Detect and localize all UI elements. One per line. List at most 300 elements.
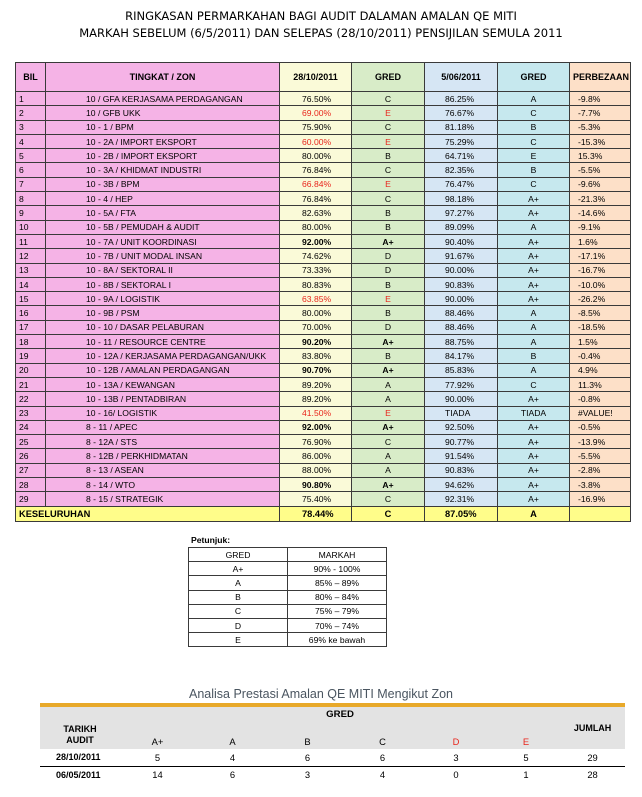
cell-markah-2: 86.25% (425, 92, 498, 106)
cell-bil: 19 (16, 349, 46, 363)
cell-zon: 8 - 14 / WTO (46, 478, 280, 492)
report-subtitle: MARKAH SEBELUM (6/5/2011) DAN SELEPAS (28/10/2011) PENSIJILAN SEMULA 2011 (79, 26, 563, 40)
cell-gred-2: A+ (498, 249, 570, 263)
cell-zon: 10 - 12B / AMALAN PERDAGANGAN (46, 363, 280, 377)
cell-perbezaan: -9.1% (570, 220, 631, 234)
cell-bil: 15 (16, 292, 46, 306)
cell-perbezaan: -16.7% (570, 263, 631, 277)
cell-bil: 14 (16, 277, 46, 291)
analysis-row (40, 766, 625, 783)
cell-markah-1: 82.63% (280, 206, 352, 220)
cell-gred-1: E (352, 106, 425, 120)
tarikh-label-line2: AUDIT (66, 735, 94, 745)
table-row (16, 392, 631, 406)
analysis-count: 3 (453, 751, 459, 763)
cell-bil: 2 (16, 106, 46, 120)
cell-markah-2: 98.18% (425, 192, 498, 206)
cell-perbezaan: -21.3% (570, 192, 631, 206)
cell-bil: 28 (16, 478, 46, 492)
cell-markah-2: 85.83% (425, 363, 498, 377)
cell-markah-2: 81.18% (425, 120, 498, 134)
cell-zon: 10 - 4 / HEP (46, 192, 280, 206)
cell-bil: 16 (16, 306, 46, 320)
analysis-count: 3 (304, 769, 311, 781)
cell-gred-2: TIADA (498, 406, 570, 420)
cell-perbezaan: -3.8% (570, 478, 631, 492)
cell-perbezaan: -9.8% (570, 92, 631, 106)
table-row (16, 363, 631, 377)
cell-markah-2: 77.92% (425, 377, 498, 391)
col-header-bil: BIL (16, 63, 46, 92)
cell-zon: 8 - 12B / PERKHIDMATAN (46, 449, 280, 463)
analysis-count: 6 (379, 751, 386, 763)
cell-markah-2: 84.17% (425, 349, 498, 363)
cell-gred-1: E (352, 134, 425, 148)
cell-markah-1: 90.80% (280, 478, 352, 492)
cell-zon: 10 - 12A / KERJASAMA PERDAGANGAN/UKK (46, 349, 280, 363)
analysis-count: 4 (379, 769, 386, 781)
cell-perbezaan: 15.3% (570, 149, 631, 163)
cell-gred-1: E (352, 177, 425, 191)
cell-gred-2: A+ (498, 292, 570, 306)
cell-gred-1: B (352, 349, 425, 363)
cell-perbezaan: -5.3% (570, 120, 631, 134)
cell-perbezaan: -10.0% (570, 277, 631, 291)
cell-zon: 10 - 3B / BPM (46, 177, 280, 191)
cell-gred-2: A (498, 92, 570, 106)
cell-gred-2: A+ (498, 263, 570, 277)
table-row (16, 377, 631, 391)
cell-markah-1: 76.90% (280, 435, 352, 449)
analysis-header-grade: A (229, 736, 236, 747)
analysis-header-jumlah: JUMLAH (573, 723, 612, 733)
cell-gred-2: A (498, 220, 570, 234)
legend-gred: A (189, 576, 288, 590)
table-row (16, 292, 631, 306)
cell-gred-1: A+ (352, 420, 425, 434)
cell-gred-1: B (352, 306, 425, 320)
cell-markah-1: 80.00% (280, 149, 352, 163)
cell-zon: 10 - 5B / PEMUDAH & AUDIT (46, 220, 280, 234)
cell-markah-1: 73.33% (280, 263, 352, 277)
analysis-header-grade: E (522, 736, 530, 747)
table-row (16, 306, 631, 320)
legend-gred: B (189, 590, 288, 604)
cell-markah-2: 82.35% (425, 163, 498, 177)
cell-bil: 11 (16, 234, 46, 248)
cell-zon: 10 - 5A / FTA (46, 206, 280, 220)
cell-gred-2: A+ (498, 435, 570, 449)
cell-markah-1: 90.70% (280, 363, 352, 377)
cell-perbezaan: 11.3% (570, 377, 631, 391)
legend-gred: C (189, 604, 288, 618)
cell-gred-1: D (352, 320, 425, 334)
cell-gred-2: A (498, 335, 570, 349)
cell-zon: 10 / GFA KERJASAMA PERDAGANGAN (46, 92, 280, 106)
cell-markah-1: 86.00% (280, 449, 352, 463)
table-row (16, 234, 631, 248)
cell-zon: 8 - 11 / APEC (46, 420, 280, 434)
cell-bil: 7 (16, 177, 46, 191)
cell-bil: 9 (16, 206, 46, 220)
cell-perbezaan: -0.5% (570, 420, 631, 434)
cell-gred-2: B (498, 120, 570, 134)
cell-bil: 3 (16, 120, 46, 134)
cell-bil: 22 (16, 392, 46, 406)
cell-markah-2: 90.00% (425, 392, 498, 406)
table-row (16, 406, 631, 420)
cell-perbezaan: -16.9% (570, 492, 631, 506)
legend-table (188, 547, 387, 647)
analysis-header-grade: A+ (151, 736, 164, 747)
analysis-header-grade: B (304, 736, 311, 747)
col-header-zon: TINGKAT / ZON (46, 63, 280, 92)
analysis-header-tarikh (40, 721, 120, 749)
cell-gred-2: A+ (498, 392, 570, 406)
cell-zon: 10 - 10 / DASAR PELABURAN (46, 320, 280, 334)
cell-zon: 10 - 16/ LOGISTIK (46, 406, 280, 420)
cell-markah-1: 80.00% (280, 306, 352, 320)
analysis-count: 0 (453, 769, 459, 781)
cell-zon: 10 - 8A / SEKTORAL II (46, 263, 280, 277)
cell-zon: 10 - 13A / KEWANGAN (46, 377, 280, 391)
cell-gred-2: A+ (498, 420, 570, 434)
cell-gred-2: A (498, 320, 570, 334)
analysis-gred-row (40, 707, 625, 721)
analysis-count: 4 (229, 751, 236, 763)
cell-gred-1: B (352, 220, 425, 234)
cell-gred-2: C (498, 377, 570, 391)
cell-bil: 12 (16, 249, 46, 263)
legend-markah: 69% ke bawah (288, 633, 387, 647)
cell-bil: 20 (16, 363, 46, 377)
analysis-header-grade: C (379, 736, 386, 747)
cell-gred-2: E (498, 149, 570, 163)
cell-gred-1: E (352, 406, 425, 420)
analysis-row-date: 28/10/2011 (56, 752, 101, 763)
cell-zon: 8 - 12A / STS (46, 435, 280, 449)
cell-zon: 8 - 15 / STRATEGIK (46, 492, 280, 506)
cell-markah-1: 92.00% (280, 234, 352, 248)
cell-bil: 5 (16, 149, 46, 163)
cell-zon: 10 - 9B / PSM (46, 306, 280, 320)
total-gred-1: C (352, 506, 425, 521)
cell-markah-1: 75.40% (280, 492, 352, 506)
cell-zon: 10 - 13B / PENTADBIRAN (46, 392, 280, 406)
legend-header-markah: MARKAH (288, 548, 387, 562)
cell-markah-1: 83.80% (280, 349, 352, 363)
cell-bil: 27 (16, 463, 46, 477)
analysis-header-row (40, 721, 625, 749)
cell-gred-2: A+ (498, 234, 570, 248)
cell-zon: 10 / GFB UKK (46, 106, 280, 120)
legend-gred: E (189, 633, 288, 647)
cell-markah-2: 89.09% (425, 220, 498, 234)
cell-gred-2: A+ (498, 192, 570, 206)
cell-gred-1: C (352, 192, 425, 206)
legend-markah: 85% – 89% (288, 576, 387, 590)
table-row (16, 435, 631, 449)
cell-markah-2: 92.50% (425, 420, 498, 434)
cell-gred-2: C (498, 106, 570, 120)
cell-markah-1: 76.50% (280, 92, 352, 106)
cell-zon: 10 - 9A / LOGISTIK (46, 292, 280, 306)
cell-bil: 6 (16, 163, 46, 177)
cell-bil: 18 (16, 335, 46, 349)
score-table (15, 62, 631, 522)
table-row (16, 320, 631, 334)
cell-gred-2: A+ (498, 492, 570, 506)
analysis-gred-label: GRED (326, 708, 354, 720)
report-title: RINGKASAN PERMARKAHAN BAGI AUDIT DALAMAN AMALAN QE MITI (125, 9, 517, 23)
cell-gred-1: C (352, 435, 425, 449)
col-header-gred2: GRED (498, 63, 570, 92)
cell-perbezaan: -17.1% (570, 249, 631, 263)
table-row (16, 206, 631, 220)
table-row (16, 163, 631, 177)
cell-perbezaan: 4.9% (570, 363, 631, 377)
cell-markah-1: 92.00% (280, 420, 352, 434)
cell-markah-2: 90.40% (425, 234, 498, 248)
cell-gred-2: A+ (498, 478, 570, 492)
cell-bil: 24 (16, 420, 46, 434)
cell-markah-1: 66.84% (280, 177, 352, 191)
total-markah-2: 87.05% (425, 506, 498, 521)
cell-gred-2: A (498, 363, 570, 377)
cell-gred-2: A+ (498, 463, 570, 477)
cell-bil: 26 (16, 449, 46, 463)
table-row (16, 120, 631, 134)
cell-bil: 8 (16, 192, 46, 206)
cell-perbezaan: -7.7% (570, 106, 631, 120)
cell-markah-2: 88.75% (425, 335, 498, 349)
cell-markah-2: 64.71% (425, 149, 498, 163)
cell-gred-1: A+ (352, 335, 425, 349)
cell-gred-1: C (352, 492, 425, 506)
cell-markah-2: 90.77% (425, 435, 498, 449)
cell-markah-1: 89.20% (280, 392, 352, 406)
legend-row (189, 604, 387, 618)
cell-gred-1: D (352, 263, 425, 277)
cell-markah-1: 60.00% (280, 134, 352, 148)
cell-gred-1: A (352, 463, 425, 477)
cell-gred-1: A (352, 377, 425, 391)
col-header-gred1: GRED (352, 63, 425, 92)
cell-perbezaan: -9.6% (570, 177, 631, 191)
total-gred-2: A (498, 506, 570, 521)
cell-gred-2: B (498, 163, 570, 177)
legend-row (189, 618, 387, 632)
legend-row (189, 590, 387, 604)
analysis-count: 6 (229, 769, 236, 781)
cell-bil: 23 (16, 406, 46, 420)
cell-perbezaan: -14.6% (570, 206, 631, 220)
cell-gred-1: B (352, 277, 425, 291)
legend-title: Petunjuk: (191, 535, 231, 545)
cell-markah-2: 90.00% (425, 263, 498, 277)
legend-markah: 80% – 84% (288, 590, 387, 604)
cell-perbezaan: -8.5% (570, 306, 631, 320)
legend-gred: A+ (189, 562, 288, 576)
legend-header-gred: GRED (189, 548, 288, 562)
cell-perbezaan: -5.5% (570, 449, 631, 463)
analysis-total: 28 (587, 769, 598, 781)
cell-gred-2: A+ (498, 449, 570, 463)
analysis-title: Analisa Prestasi Amalan QE MITI Mengikut Zon (189, 687, 453, 701)
analysis-header-grade: D (452, 736, 460, 747)
cell-markah-2: 97.27% (425, 206, 498, 220)
cell-markah-1: 89.20% (280, 377, 352, 391)
table-row (16, 263, 631, 277)
cell-perbezaan: -18.5% (570, 320, 631, 334)
cell-gred-1: C (352, 163, 425, 177)
cell-gred-1: A+ (352, 478, 425, 492)
cell-zon: 8 - 13 / ASEAN (46, 463, 280, 477)
cell-perbezaan: -13.9% (570, 435, 631, 449)
cell-perbezaan: #VALUE! (570, 406, 631, 420)
cell-gred-1: B (352, 206, 425, 220)
table-row (16, 220, 631, 234)
analysis-count: 14 (152, 769, 163, 781)
cell-perbezaan: 1.5% (570, 335, 631, 349)
legend-row (189, 562, 387, 576)
table-row (16, 177, 631, 191)
col-header-perbezaan: PERBEZAAN (570, 63, 631, 92)
cell-perbezaan: -26.2% (570, 292, 631, 306)
cell-zon: 10 - 3A / KHIDMAT INDUSTRI (46, 163, 280, 177)
analysis-count: 6 (304, 751, 311, 763)
total-row (16, 506, 631, 521)
cell-bil: 25 (16, 435, 46, 449)
cell-perbezaan: -5.5% (570, 163, 631, 177)
cell-gred-1: A+ (352, 363, 425, 377)
cell-bil: 10 (16, 220, 46, 234)
cell-zon: 10 - 7B / UNIT MODAL INSAN (46, 249, 280, 263)
cell-zon: 10 - 1 / BPM (46, 120, 280, 134)
table-row (16, 192, 631, 206)
cell-perbezaan: -15.3% (570, 134, 631, 148)
cell-perbezaan: -2.8% (570, 463, 631, 477)
cell-bil: 13 (16, 263, 46, 277)
cell-gred-1: C (352, 92, 425, 106)
table-row (16, 478, 631, 492)
table-row (16, 249, 631, 263)
cell-markah-2: 76.47% (425, 177, 498, 191)
cell-markah-1: 76.84% (280, 163, 352, 177)
cell-perbezaan: -0.8% (570, 392, 631, 406)
cell-markah-1: 75.90% (280, 120, 352, 134)
table-row (16, 277, 631, 291)
cell-perbezaan: 1.6% (570, 234, 631, 248)
cell-markah-2: 88.46% (425, 320, 498, 334)
cell-gred-2: A+ (498, 206, 570, 220)
cell-bil: 4 (16, 134, 46, 148)
cell-gred-1: B (352, 149, 425, 163)
cell-markah-1: 41.50% (280, 406, 352, 420)
table-row (16, 492, 631, 506)
cell-markah-2: 90.83% (425, 463, 498, 477)
cell-markah-2: 91.54% (425, 449, 498, 463)
cell-markah-2: 90.83% (425, 277, 498, 291)
total-perbezaan (570, 506, 631, 521)
cell-gred-2: C (498, 134, 570, 148)
cell-markah-2: 88.46% (425, 306, 498, 320)
table-row (16, 149, 631, 163)
cell-zon: 10 - 7A / UNIT KOORDINASI (46, 234, 280, 248)
table-row (16, 335, 631, 349)
cell-bil: 17 (16, 320, 46, 334)
analysis-total: 29 (587, 751, 598, 763)
table-row (16, 92, 631, 106)
cell-markah-1: 76.84% (280, 192, 352, 206)
legend-row (189, 633, 387, 647)
table-row (16, 134, 631, 148)
analysis-count: 1 (523, 769, 529, 781)
cell-markah-2: 90.00% (425, 292, 498, 306)
cell-zon: 10 - 2A / IMPORT EKSPORT (46, 134, 280, 148)
cell-bil: 21 (16, 377, 46, 391)
legend-markah: 90% - 100% (288, 562, 387, 576)
col-header-date2: 5/06/2011 (425, 63, 498, 92)
cell-markah-1: 80.00% (280, 220, 352, 234)
legend-header-row (189, 548, 387, 562)
legend-row (189, 576, 387, 590)
cell-markah-2: 76.67% (425, 106, 498, 120)
analysis-table (40, 707, 625, 783)
table-row (16, 420, 631, 434)
cell-gred-2: A+ (498, 277, 570, 291)
cell-gred-1: D (352, 249, 425, 263)
cell-gred-1: E (352, 292, 425, 306)
legend-markah: 70% – 74% (288, 618, 387, 632)
total-label: KESELURUHAN (16, 506, 280, 521)
cell-markah-1: 88.00% (280, 463, 352, 477)
cell-gred-2: A (498, 306, 570, 320)
analysis-row-date: 06/05/2011 (56, 769, 101, 780)
cell-perbezaan: -0.4% (570, 349, 631, 363)
cell-bil: 1 (16, 92, 46, 106)
cell-markah-2: 92.31% (425, 492, 498, 506)
cell-gred-1: A (352, 449, 425, 463)
cell-gred-1: C (352, 120, 425, 134)
cell-markah-2: TIADA (425, 406, 498, 420)
table-body (16, 92, 631, 522)
tarikh-label-line1: TARIKH (63, 724, 97, 734)
cell-gred-1: A (352, 392, 425, 406)
cell-markah-1: 69.00% (280, 106, 352, 120)
table-row (16, 349, 631, 363)
cell-markah-1: 63.85% (280, 292, 352, 306)
table-row (16, 463, 631, 477)
cell-markah-1: 90.20% (280, 335, 352, 349)
cell-gred-1: A+ (352, 234, 425, 248)
analysis-row (40, 749, 625, 766)
cell-markah-2: 75.29% (425, 134, 498, 148)
cell-markah-2: 94.62% (425, 478, 498, 492)
table-header-row (16, 63, 631, 92)
legend-gred: D (189, 618, 288, 632)
cell-gred-2: C (498, 177, 570, 191)
cell-bil: 29 (16, 492, 46, 506)
cell-markah-1: 80.83% (280, 277, 352, 291)
table-row (16, 106, 631, 120)
cell-markah-1: 74.62% (280, 249, 352, 263)
cell-zon: 10 - 11 / RESOURCE CENTRE (46, 335, 280, 349)
cell-markah-2: 91.67% (425, 249, 498, 263)
legend-markah: 75% – 79% (288, 604, 387, 618)
cell-zon: 10 - 8B / SEKTORAL I (46, 277, 280, 291)
cell-markah-1: 70.00% (280, 320, 352, 334)
